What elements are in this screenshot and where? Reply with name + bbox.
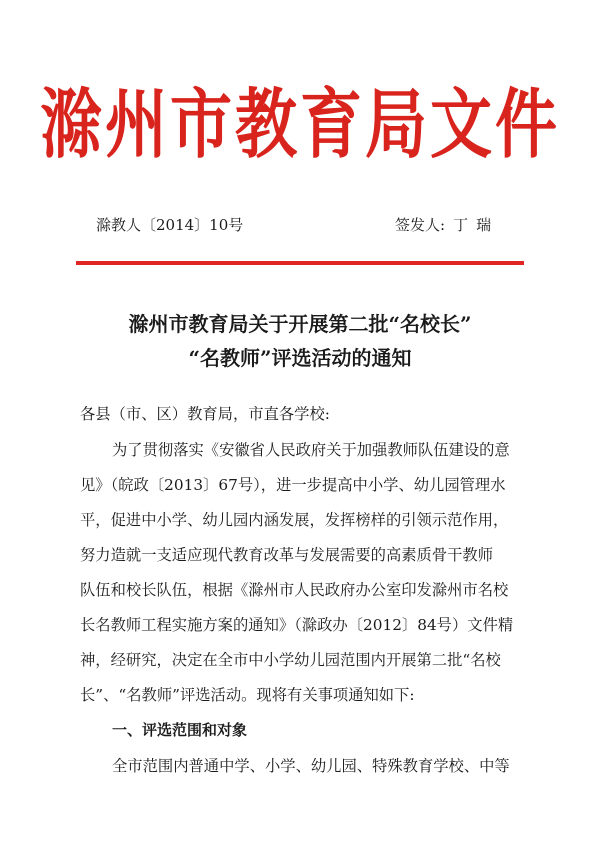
paragraph-line: 见》（皖政〔2013〕67号），进一步提高中小学、幼儿园管理水	[80, 476, 506, 494]
issuer-name: 丁瑞	[453, 216, 500, 234]
issuer-block	[395, 214, 499, 236]
paragraph-line: 努力造就一支适应现代教育改革与发展需要的高素质骨干教师	[80, 546, 494, 564]
document-number: 滁教人〔2014〕10号	[96, 216, 244, 234]
issuer-label: 签发人:	[395, 216, 446, 234]
notice-title-line-1: 滁州市教育局关于开展第二批“名校长”	[128, 312, 472, 336]
paragraph-line: 全市范围内普通中学、小学、幼儿园、特殊教育学校、中等	[112, 757, 510, 775]
section-heading: 一、评选范围和对象	[112, 721, 248, 739]
paragraph-line: 神，经研究，决定在全市中小学幼儿园范围内开展第二批“名校	[80, 651, 501, 669]
salutation: 各县（市、区）教育局，市直各学校:	[80, 405, 330, 423]
paragraph-line: 队伍和校长队伍，根据《滁州市人民政府办公室印发滁州市名校	[80, 581, 509, 599]
paragraph-line: 长”、“名教师”评选活动。现将有关事项通知如下:	[80, 686, 415, 704]
red-divider	[76, 261, 524, 265]
paragraph-line: 平，促进中小学、幼儿园内涵发展，发挥榜样的引领示范作用，	[80, 511, 509, 529]
paragraph-line: 长名教师工程实施方案的通知》（滁政办〔2012〕84号）文件精	[80, 616, 514, 634]
paragraph-line: 为了贯彻落实《安徽省人民政府关于加强教师队伍建设的意	[112, 441, 510, 459]
notice-title-line-2: “名教师”评选活动的通知	[188, 346, 412, 370]
document-masthead: 滁州市教育局文件	[39, 79, 560, 169]
